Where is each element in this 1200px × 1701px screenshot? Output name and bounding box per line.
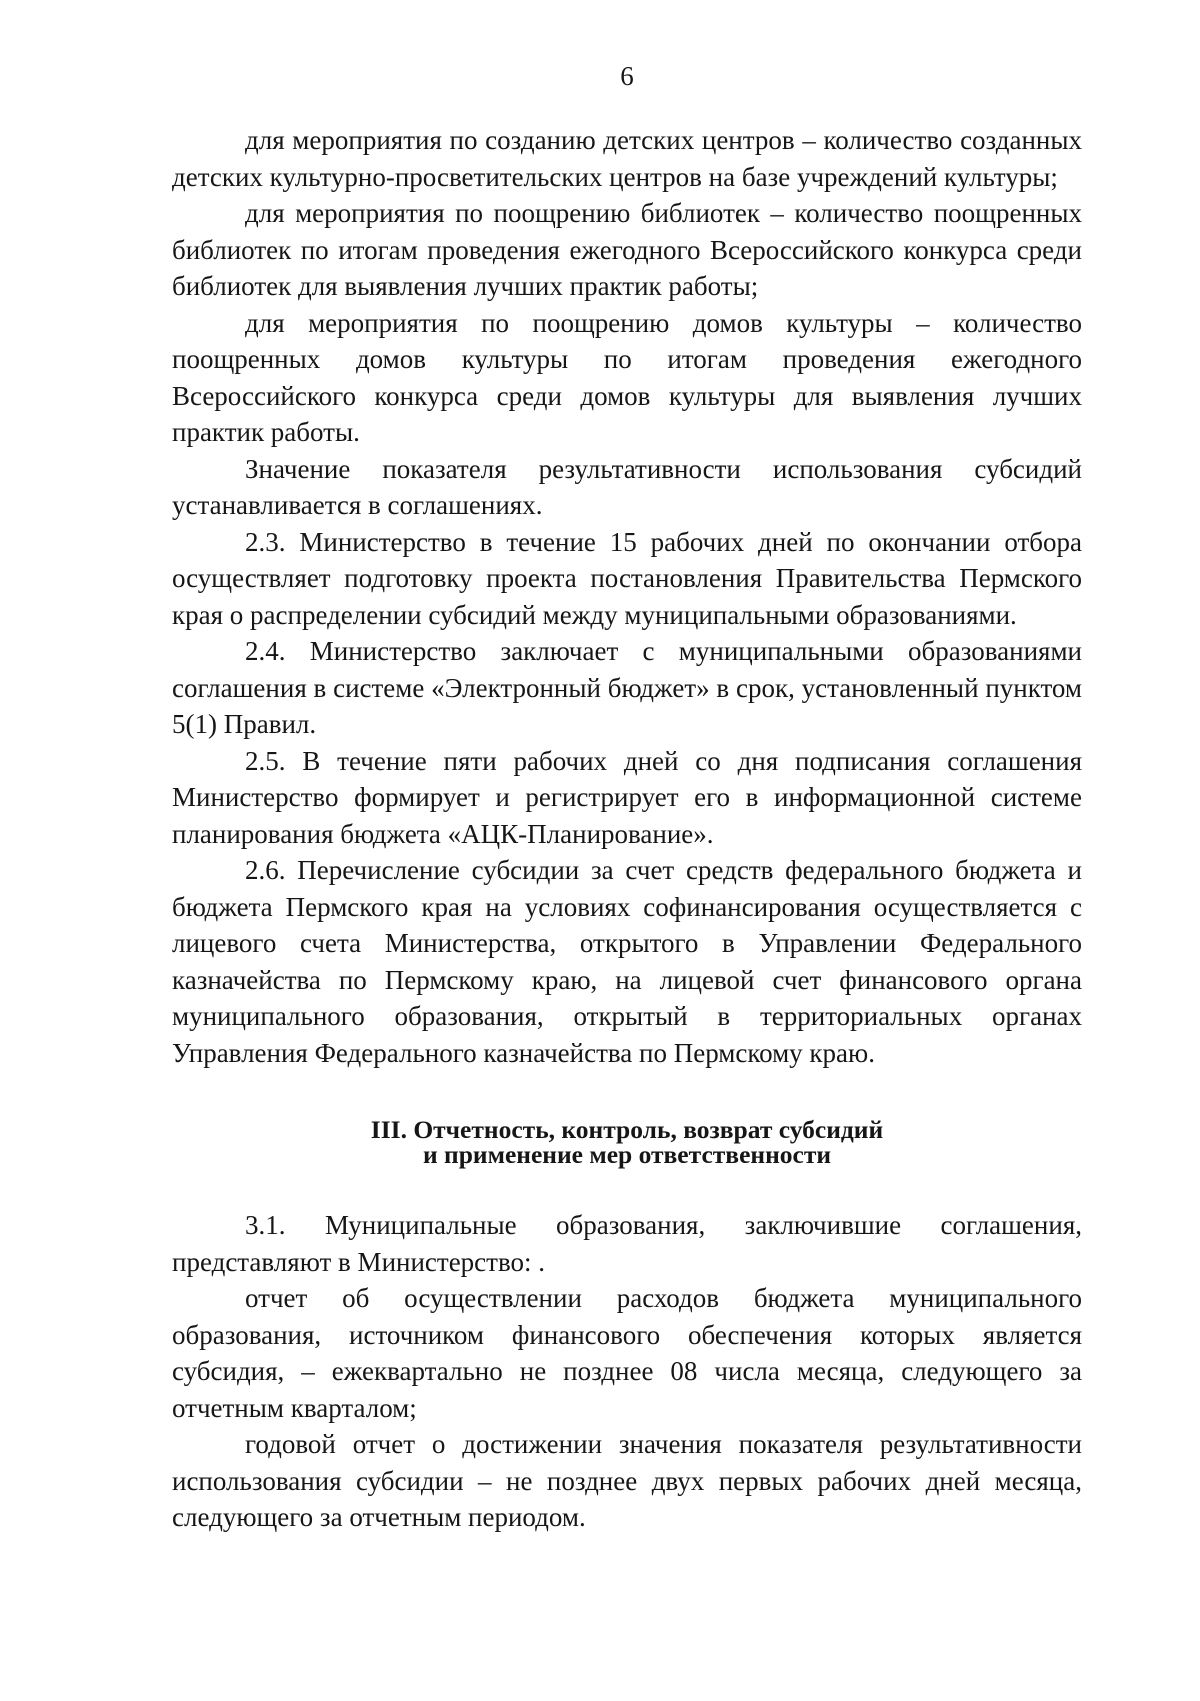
paragraph-children-centers: для мероприятия по созданию детских центров – количество созданных детских культурно-просветительских центров на базе учреждений культуры; — [172, 125, 1082, 192]
paragraph-indicator-value: Значение показателя результативности использования субсидий устанавливается в соглашениях. — [172, 453, 1082, 520]
paragraph-annual-report: годовой отчет о достижении значения показателя результативности использования субсидии – не позднее двух первых рабочих дней месяца, следующего за отчетным периодом. — [172, 1429, 1082, 1532]
paragraph-quarterly-report: отчет об осуществлении расходов бюджета муниципального образования, источником финансового обеспечения которых является субсидия, – ежеквартально не позднее 08 числа месяца, следующего за отчетным кварталом; — [172, 1283, 1082, 1423]
paragraph-houses-of-culture: для мероприятия по поощрению домов культуры – количество поощренных домов культуры по итогам проведения ежегодного Всероссийского конкурса среди домов культуры для выявления лучших практик работы. — [172, 307, 1082, 447]
paragraph-clause-2-6: 2.6. Перечисление субсидии за счет средств федерального бюджета и бюджета Пермского края на условиях софинансирования осуществляется с лицевого счета Министерства, открытого в Управлении Федерального казначейства по Пермскому краю, на лицевой счет финансового органа муниципального образования, открытый в территориальных органах Управления Федерального казначейства по Пермскому краю. — [172, 855, 1082, 1068]
document-body — [172, 122, 1082, 1536]
section-heading-line-1: III. Отчетность, контроль, возврат субсидий — [370, 1115, 884, 1144]
section-heading — [172, 1117, 1082, 1167]
paragraph-clause-2-4: 2.4. Министерство заключает с муниципальными образованиями соглашения в системе «Электронный бюджет» в срок, установленный пунктом 5(1) Правил. — [172, 636, 1082, 739]
page-number: 6 — [620, 61, 634, 91]
paragraph-libraries: для мероприятия по поощрению библиотек – количество поощренных библиотек по итогам проведения ежегодного Всероссийского конкурса среди библиотек для выявления лучших практик работы; — [172, 198, 1082, 301]
paragraph-clause-2-5: 2.5. В течение пяти рабочих дней со дня подписания соглашения Министерство формирует и регистрирует его в информационной системе планирования бюджета «АЦК-Планирование». — [172, 745, 1082, 849]
section-heading-line-2: и применение мер ответственности — [422, 1140, 832, 1169]
paragraph-clause-3-1: 3.1. Муниципальные образования, заключившие соглашения, представляют в Министерство: . — [172, 1210, 1082, 1277]
paragraph-clause-2-3: 2.3. Министерство в течение 15 рабочих дней по окончании отбора осуществляет подготовку проекта постановления Правительства Пермского края о распределении субсидий между муниципальными образованиями. — [172, 526, 1082, 630]
